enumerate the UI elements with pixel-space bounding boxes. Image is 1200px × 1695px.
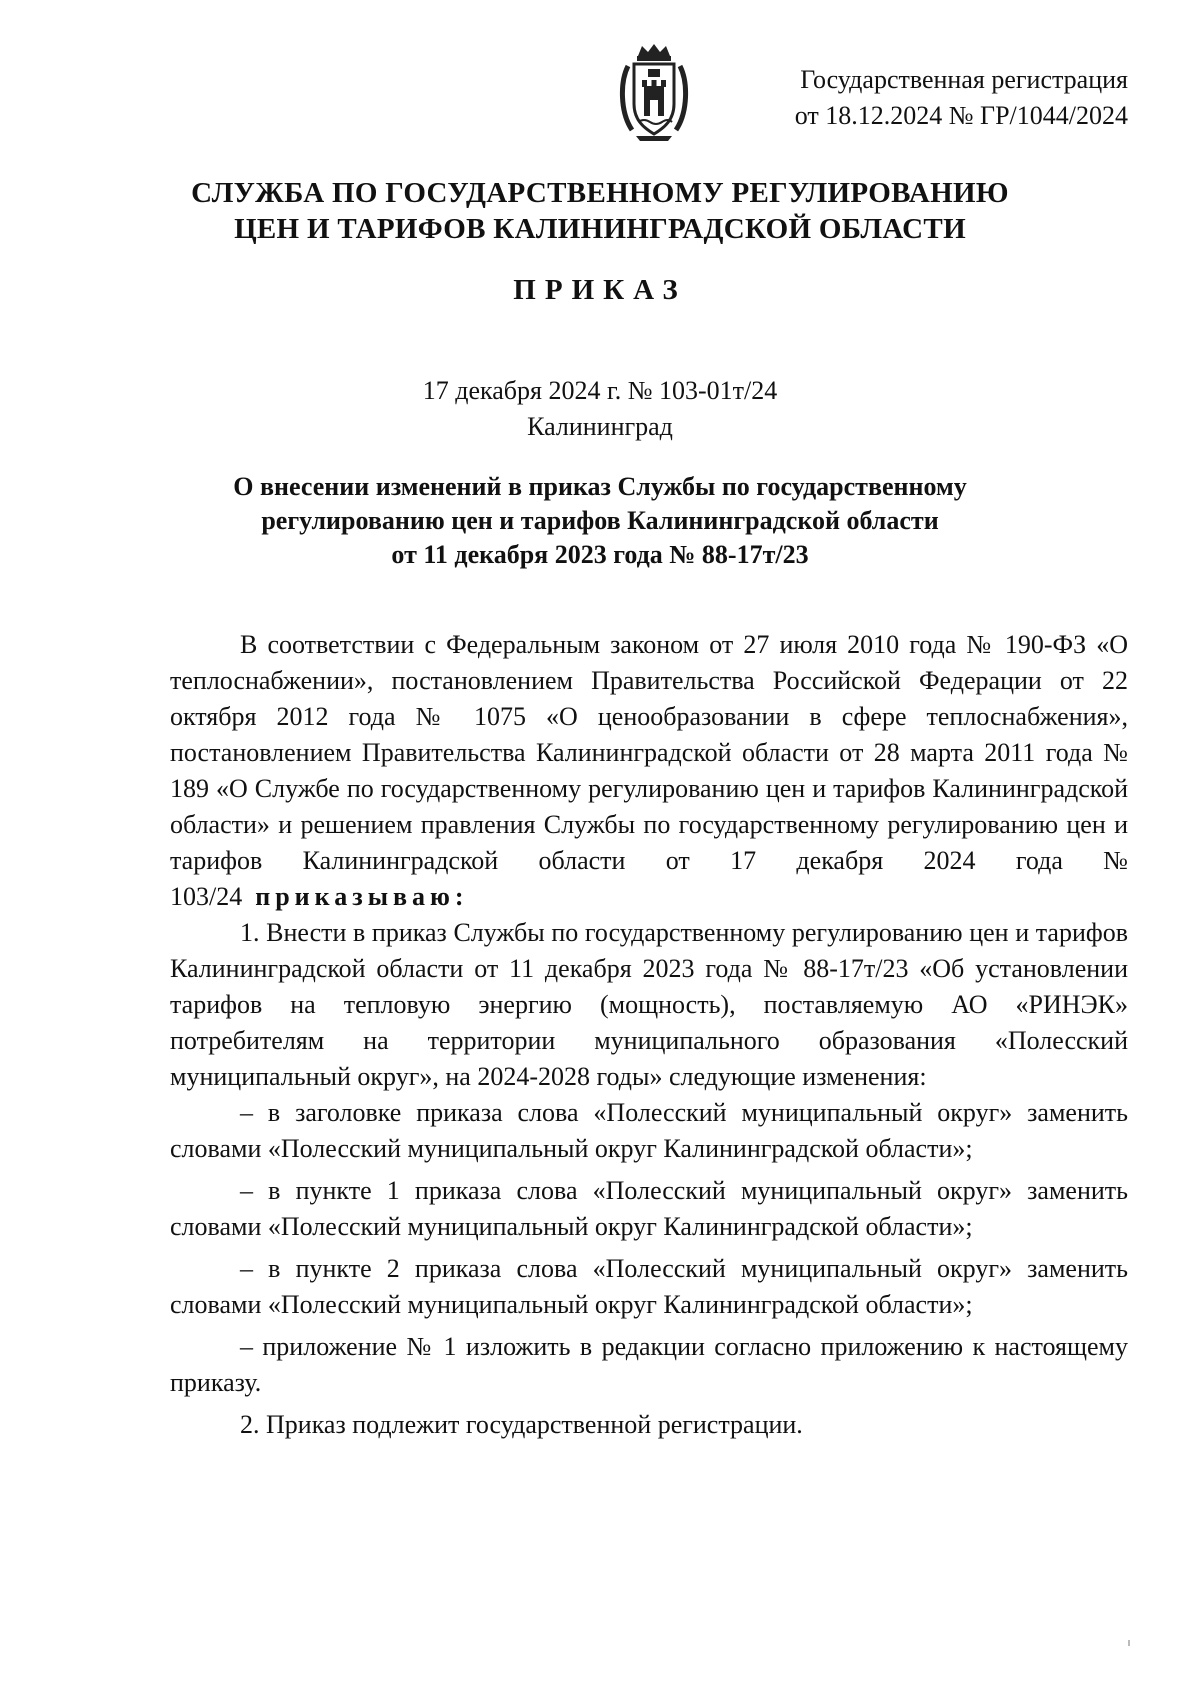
order-title: ПРИКАЗ: [513, 274, 687, 306]
order-directive: приказываю:: [255, 882, 469, 911]
order-subject: [0, 470, 1200, 572]
registration-stamp: [795, 62, 1128, 134]
scan-mark: [1128, 1640, 1130, 1646]
order-date-block: [0, 373, 1200, 445]
preamble-paragraph: [170, 627, 1128, 915]
registration-line-2: от 18.12.2024 № ГР/1044/2024: [794, 101, 1128, 130]
subject-line-2: регулированию цен и тарифов Калининградской области: [261, 506, 939, 535]
preamble-text: В соответствии с Федеральным законом от 27 июля 2010 года № 190-ФЗ «О теплоснабжении», постановлением Правительства Российской Федерации от 22 октября 2012 года № 1075 «О ценообразовании в сфере теплоснабжения», постановлением Правительства Калининградской области от 28 марта 2011 года № 189 «О Службе по государственному регулированию цен и тарифов Калининградской области» и решением правления Службы по государственному регулированию цен и тарифов Калининградской области от 17 декабря 2024 года № 103/24: [170, 630, 1128, 911]
coat-of-arms-icon: [618, 42, 690, 142]
change-item-2: – в пункте 1 приказа слова «Полесский муниципальный округ» заменить словами «Полесский муниципальный округ Калининградской области»;: [170, 1176, 1128, 1241]
order-city: Калининград: [527, 412, 673, 441]
registration-line-1: Государственная регистрация: [800, 65, 1128, 94]
agency-name-line-2: ЦЕН И ТАРИФОВ КАЛИНИНГРАДСКОЙ ОБЛАСТИ: [234, 213, 966, 245]
subject-line-3: от 11 декабря 2023 года № 88-17т/23: [391, 540, 809, 569]
order-body: [170, 627, 1128, 1443]
change-item-1: – в заголовке приказа слова «Полесский муниципальный округ» заменить словами «Полесский муниципальный округ Калининградской области»;: [170, 1098, 1128, 1163]
subject-line-1: О внесении изменений в приказ Службы по государственному: [233, 472, 967, 501]
change-item-3: – в пункте 2 приказа слова «Полесский муниципальный округ» заменить словами «Полесский муниципальный округ Калининградской области»;: [170, 1254, 1128, 1319]
change-item-4: – приложение № 1 изложить в редакции согласно приложению к настоящему приказу.: [170, 1332, 1128, 1397]
agency-name-line-1: СЛУЖБА ПО ГОСУДАРСТВЕННОМУ РЕГУЛИРОВАНИЮ: [191, 177, 1009, 209]
item-2-paragraph: 2. Приказ подлежит государственной регистрации.: [240, 1410, 803, 1439]
order-date-number: 17 декабря 2024 г. № 103-01т/24: [422, 376, 778, 405]
agency-name: [0, 175, 1200, 247]
item-1-paragraph: 1. Внести в приказ Службы по государственному регулированию цен и тарифов Калининградской области от 11 декабря 2023 года № 88-17т/23 «Об установлении тарифов на тепловую энергию (мощность), поставляемую АО «РИНЭК» потребителям на территории муниципального образования «Полесский муниципальный округ», на 2024-2028 годы» следующие изменения:: [170, 918, 1128, 1091]
